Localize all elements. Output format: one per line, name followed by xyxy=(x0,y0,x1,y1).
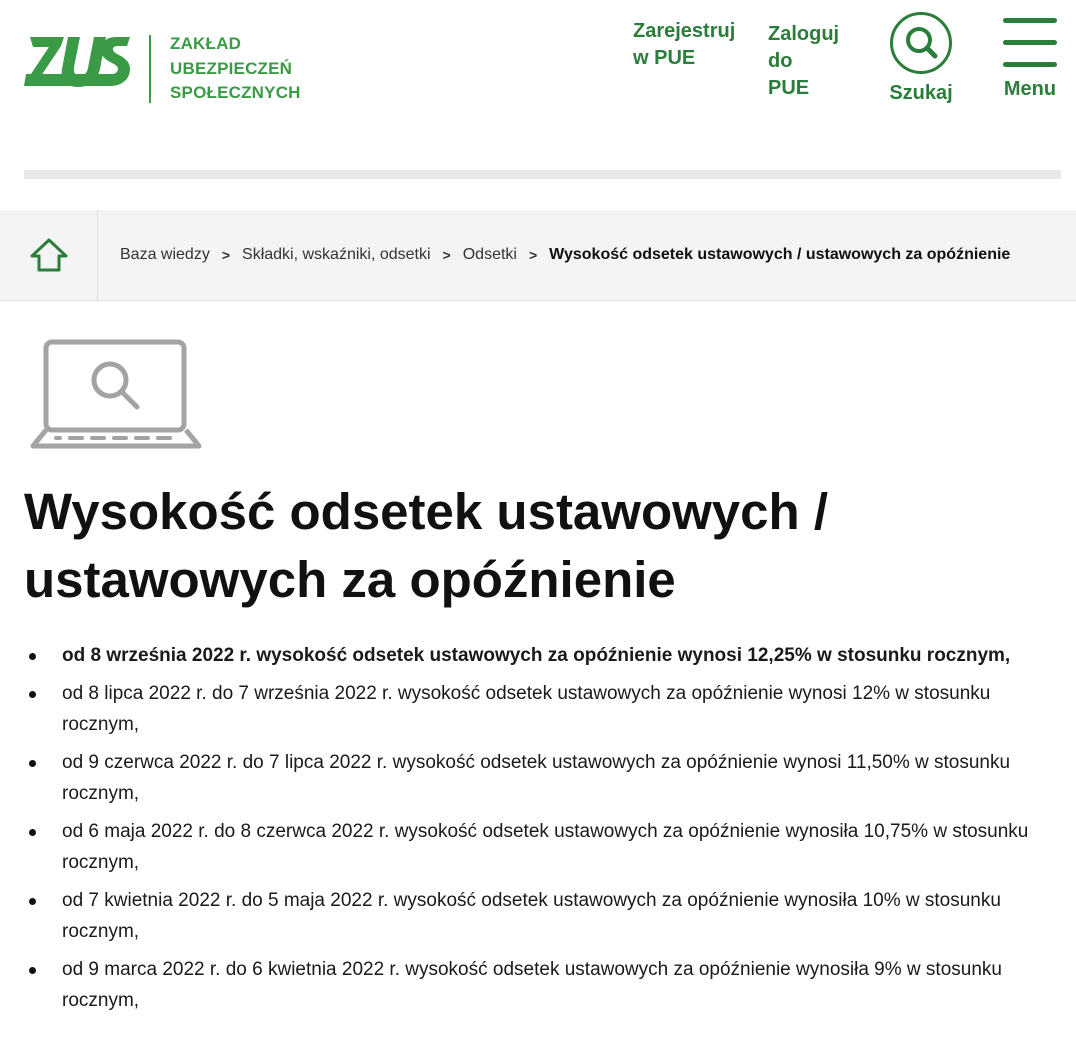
logo-divider xyxy=(149,35,151,103)
breadcrumb-home[interactable] xyxy=(0,210,98,301)
register-pue-link[interactable] xyxy=(633,18,743,72)
breadcrumb-item[interactable]: Baza wiedzy xyxy=(120,246,210,263)
header-separator xyxy=(24,170,1061,179)
register-line: Zarejestruj xyxy=(633,20,736,42)
breadcrumb-separator: > xyxy=(221,247,231,263)
login-line: do xyxy=(768,50,793,72)
search-label: Szukaj xyxy=(889,82,953,104)
breadcrumb-separator: > xyxy=(528,247,538,263)
list-item: od 8 lipca 2022 r. do 7 września 2022 r. wysokość odsetek ustawowych za opóźnienie wynosi 12% w stosunku rocznym, xyxy=(24,678,1054,740)
menu-label: Menu xyxy=(1003,78,1057,100)
zus-logo[interactable] xyxy=(24,33,132,99)
page-title: Wysokość odsetek ustawowych / ustawowych za opóźnienie xyxy=(24,483,828,608)
list-item: od 9 marca 2022 r. do 6 kwietnia 2022 r. wysokość odsetek ustawowych za opóźnienie wynosiła 9% w stosunku rocznym, xyxy=(24,954,1054,1016)
list-item: od 7 kwietnia 2022 r. do 5 maja 2022 r. wysokość odsetek ustawowych za opóźnienie wynosiła 10% w stosunku rocznym, xyxy=(24,885,1054,947)
list-item: od 6 maja 2022 r. do 8 czerwca 2022 r. wysokość odsetek ustawowych za opóźnienie wynosiła 10,75% w stosunku rocznym, xyxy=(24,816,1054,878)
org-name xyxy=(170,32,301,106)
menu-button[interactable] xyxy=(1000,18,1060,103)
home-icon xyxy=(29,237,69,273)
login-line: PUE xyxy=(768,77,810,99)
hamburger-icon xyxy=(1000,18,1060,67)
laptop-search-icon xyxy=(30,338,202,459)
interest-rates-list xyxy=(24,640,1054,1023)
breadcrumb-current: Wysokość odsetek ustawowych / ustawowych za opóźnienie xyxy=(549,246,1011,263)
list-item: od 8 września 2022 r. wysokość odsetek ustawowych za opóźnienie wynosi 12,25% w stosunku rocznym, xyxy=(24,640,1054,671)
login-pue-link[interactable] xyxy=(768,21,848,102)
org-name-line: UBEZPIECZEŃ xyxy=(170,58,293,78)
login-line: Zaloguj xyxy=(768,23,840,45)
search-button[interactable] xyxy=(886,12,956,107)
breadcrumb-item[interactable]: Odsetki xyxy=(462,246,517,263)
breadcrumb-separator: > xyxy=(442,247,451,263)
search-icon xyxy=(890,12,952,74)
org-name-line: SPOŁECZNYCH xyxy=(170,83,301,102)
breadcrumb-item[interactable]: Składki, wskaźniki, odsetki xyxy=(242,246,431,263)
register-line: w PUE xyxy=(633,47,696,69)
org-name-line: ZAKŁAD xyxy=(170,34,242,53)
breadcrumb xyxy=(0,210,1076,301)
list-item: od 9 czerwca 2022 r. do 7 lipca 2022 r. wysokość odsetek ustawowych za opóźnienie wynosi 11,50% w stosunku rocznym, xyxy=(24,747,1054,809)
